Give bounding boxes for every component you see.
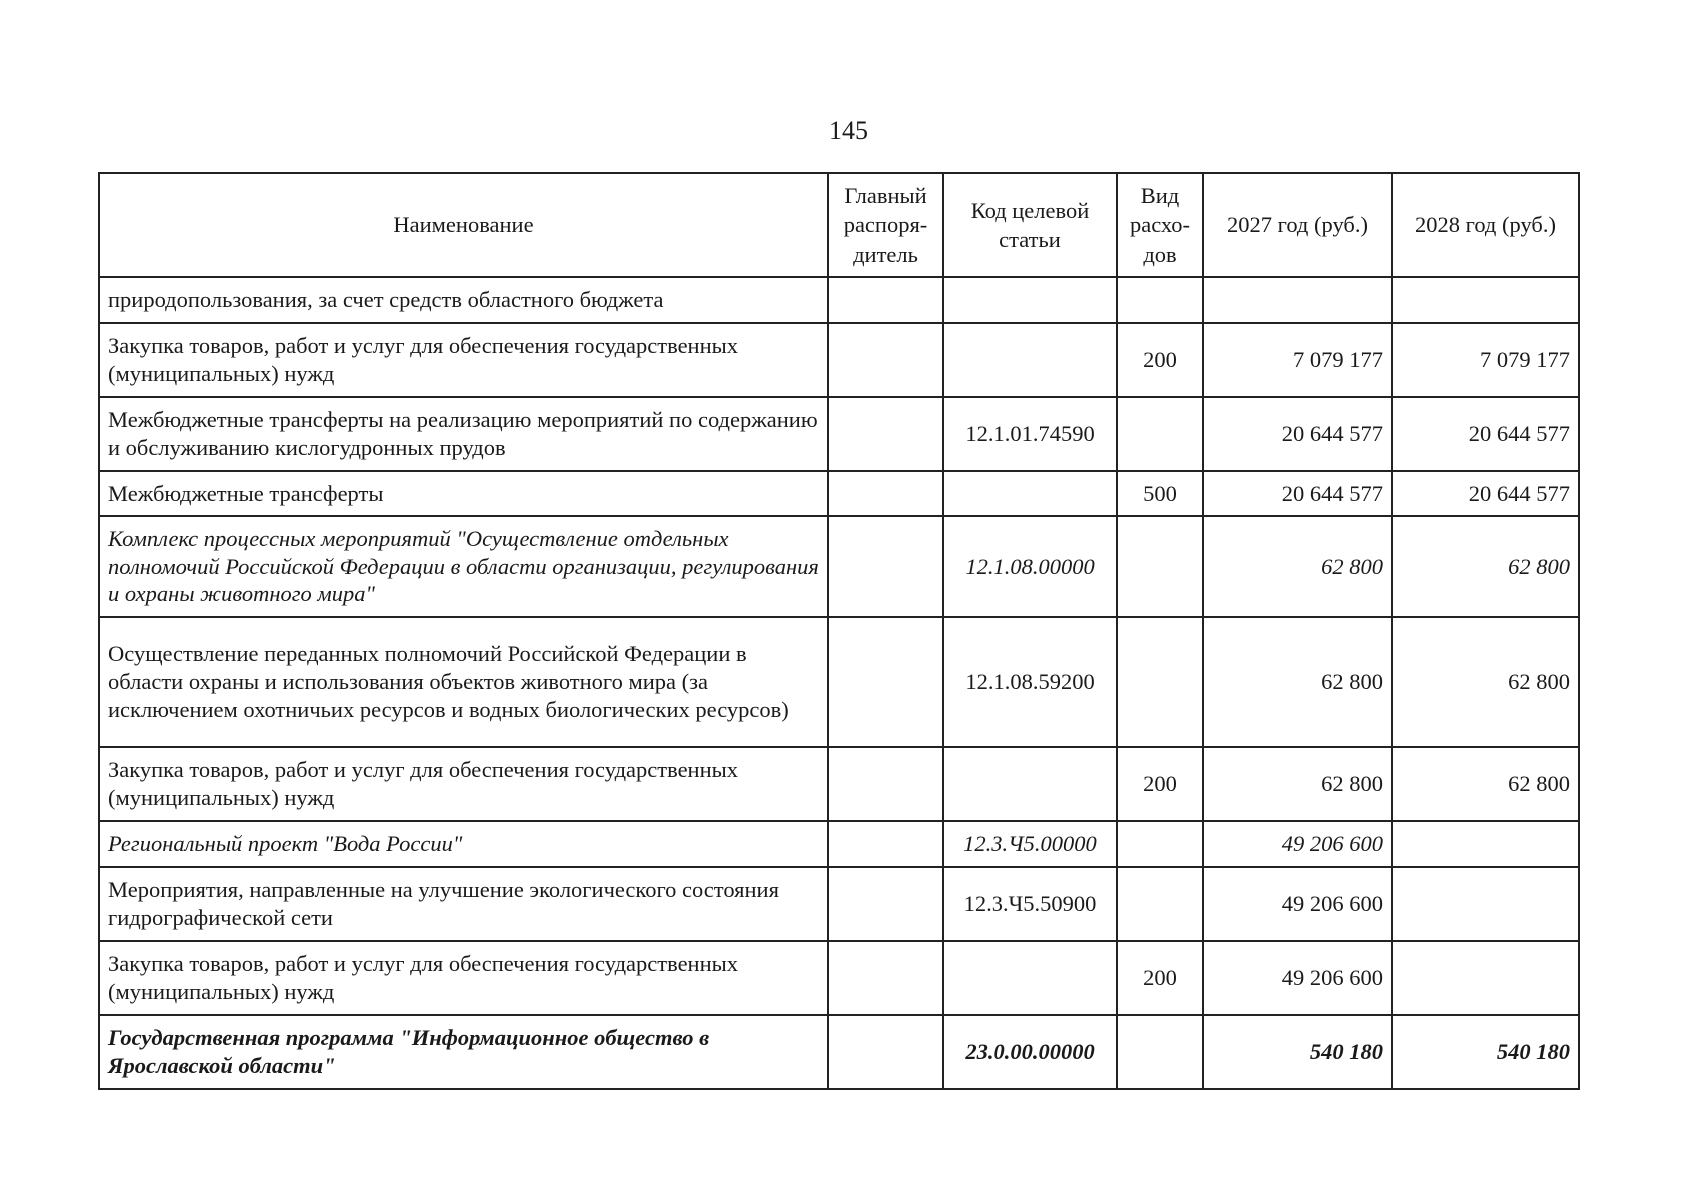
table-row <box>99 941 1579 1015</box>
row-code: 12.1.08.59200 <box>943 617 1117 747</box>
row-2028: 20 644 577 <box>1392 397 1579 471</box>
row-2027: 540 180 <box>1203 1015 1392 1089</box>
table-row <box>99 747 1579 821</box>
row-2027: 7 079 177 <box>1203 323 1392 397</box>
row-kind <box>1117 277 1203 323</box>
header-manager: Главный распоря-дитель <box>828 173 943 277</box>
row-2027: 20 644 577 <box>1203 471 1392 516</box>
row-name: Комплекс процессных мероприятий "Осуществление отдельных полномочий Российской Федерации в области организации, регулирования и охраны животного мира" <box>99 516 828 617</box>
row-code <box>943 323 1117 397</box>
row-name: Мероприятия, направленные на улучшение экологического состояния гидрографической сети <box>99 867 828 941</box>
row-2028: 62 800 <box>1392 516 1579 617</box>
table-row <box>99 1015 1579 1089</box>
table-row <box>99 471 1579 516</box>
row-code <box>943 277 1117 323</box>
table-header-row <box>99 173 1579 277</box>
row-manager <box>828 323 943 397</box>
header-kind: Вид расхо-дов <box>1117 173 1203 277</box>
row-manager <box>828 867 943 941</box>
row-2027: 49 206 600 <box>1203 821 1392 867</box>
row-2028: 62 800 <box>1392 747 1579 821</box>
row-2028 <box>1392 867 1579 941</box>
row-manager <box>828 471 943 516</box>
header-2027: 2027 год (руб.) <box>1203 173 1392 277</box>
row-manager <box>828 941 943 1015</box>
header-code: Код целевой статьи <box>943 173 1117 277</box>
table-row <box>99 516 1579 617</box>
row-manager <box>828 617 943 747</box>
row-kind: 200 <box>1117 941 1203 1015</box>
row-code: 12.3.Ч5.00000 <box>943 821 1117 867</box>
row-2027 <box>1203 277 1392 323</box>
table-row <box>99 323 1579 397</box>
row-kind <box>1117 821 1203 867</box>
row-name: Закупка товаров, работ и услуг для обеспечения государственных (муниципальных) нужд <box>99 323 828 397</box>
header-2028: 2028 год (руб.) <box>1392 173 1579 277</box>
row-kind <box>1117 516 1203 617</box>
row-2028 <box>1392 941 1579 1015</box>
row-name: Региональный проект "Вода России" <box>99 821 828 867</box>
row-manager <box>828 1015 943 1089</box>
row-manager <box>828 821 943 867</box>
row-code: 12.3.Ч5.50900 <box>943 867 1117 941</box>
row-kind: 200 <box>1117 323 1203 397</box>
row-name: Закупка товаров, работ и услуг для обеспечения государственных (муниципальных) нужд <box>99 941 828 1015</box>
row-name: Закупка товаров, работ и услуг для обеспечения государственных (муниципальных) нужд <box>99 747 828 821</box>
row-manager <box>828 277 943 323</box>
budget-table <box>98 172 1580 1090</box>
table-row <box>99 397 1579 471</box>
row-name: Государственная программа "Информационное общество в Ярославской области" <box>99 1015 828 1089</box>
row-code <box>943 471 1117 516</box>
row-kind <box>1117 617 1203 747</box>
row-name: природопользования, за счет средств областного бюджета <box>99 277 828 323</box>
row-2028: 20 644 577 <box>1392 471 1579 516</box>
row-name: Межбюджетные трансферты <box>99 471 828 516</box>
row-code <box>943 941 1117 1015</box>
row-name: Межбюджетные трансферты на реализацию мероприятий по содержанию и обслуживанию кислогудронных прудов <box>99 397 828 471</box>
table-row <box>99 821 1579 867</box>
row-code: 12.1.01.74590 <box>943 397 1117 471</box>
row-name: Осуществление переданных полномочий Российской Федерации в области охраны и использования объектов животного мира (за исключением охотничьих ресурсов и водных биологических ресурсов) <box>99 617 828 747</box>
row-2028 <box>1392 277 1579 323</box>
row-2027: 62 800 <box>1203 617 1392 747</box>
row-2028: 7 079 177 <box>1392 323 1579 397</box>
row-2028: 62 800 <box>1392 617 1579 747</box>
row-2027: 49 206 600 <box>1203 867 1392 941</box>
row-code <box>943 747 1117 821</box>
row-kind: 500 <box>1117 471 1203 516</box>
row-2027: 20 644 577 <box>1203 397 1392 471</box>
row-code: 12.1.08.00000 <box>943 516 1117 617</box>
row-kind: 200 <box>1117 747 1203 821</box>
row-kind <box>1117 1015 1203 1089</box>
row-2028: 540 180 <box>1392 1015 1579 1089</box>
header-name: Наименование <box>99 173 828 277</box>
row-manager <box>828 516 943 617</box>
row-2027: 62 800 <box>1203 516 1392 617</box>
row-2028 <box>1392 821 1579 867</box>
row-manager <box>828 397 943 471</box>
table-row <box>99 867 1579 941</box>
table-row <box>99 617 1579 747</box>
row-kind <box>1117 397 1203 471</box>
row-2027: 62 800 <box>1203 747 1392 821</box>
row-manager <box>828 747 943 821</box>
page-number: 145 <box>829 116 868 145</box>
row-2027: 49 206 600 <box>1203 941 1392 1015</box>
table-row <box>99 277 1579 323</box>
row-code: 23.0.00.00000 <box>943 1015 1117 1089</box>
row-kind <box>1117 867 1203 941</box>
